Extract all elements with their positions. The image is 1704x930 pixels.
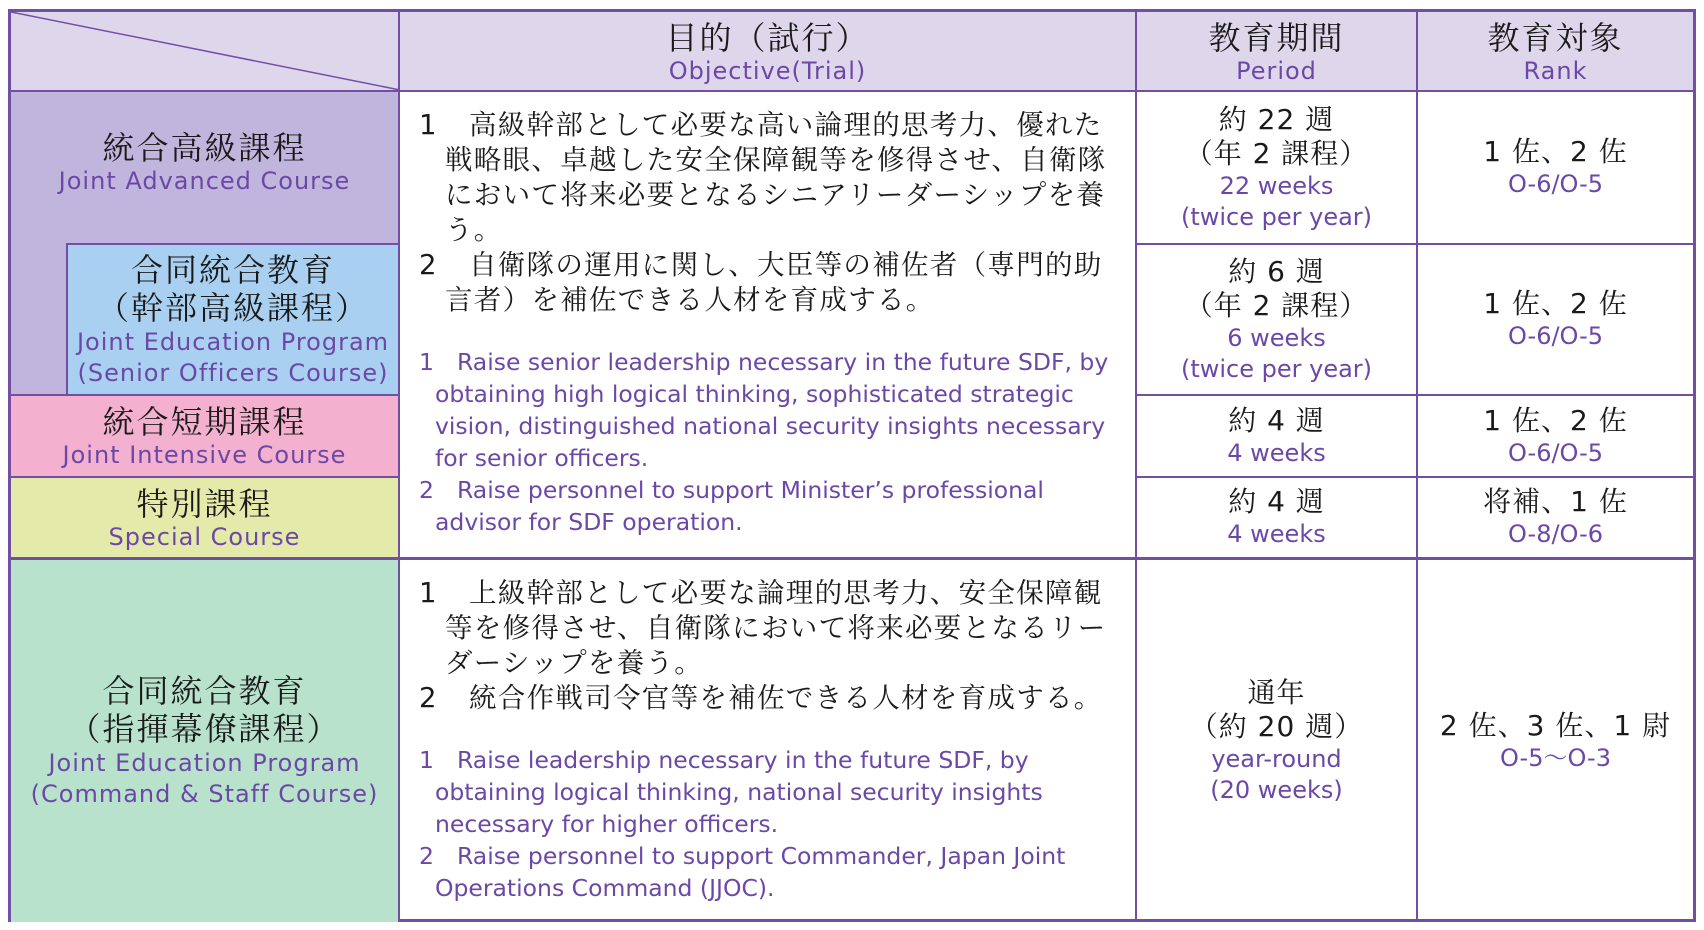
period-special-en1: 4 weeks [1227,520,1326,548]
rank-senior-jp: 1 佐、2 佐 [1483,287,1628,320]
objective-lower-en1: 1 Raise leadership necessary in the future SDF, by obtaining logical thinking, national security insights necessary for higher officers. [419,746,1043,838]
period-command-jp1: 通年 [1247,676,1306,709]
course-command [11,560,398,922]
course-intensive-jp: 統合短期課程 [102,403,307,441]
objective-upper [419,108,1127,538]
rank-senior-en: O-6/O-5 [1507,322,1604,350]
objective-lower-jp2: 2 統合作戦司令官等を補佐できる人材を育成する。 [419,682,1103,714]
period-senior-jp2: （年 2 課程） [1184,288,1369,322]
period-senior [1137,245,1416,394]
rank-advanced [1418,92,1693,243]
period-senior-en1: 6 weeks [1227,323,1326,352]
header-period [1137,14,1416,90]
objective-lower-en2: 2 Raise personnel to support Commander, Japan Joint Operations Command (JJOC). [419,842,1066,902]
period-special [1137,478,1416,557]
corner-diagonal [11,12,400,90]
course-senior-en2: (Senior Officers Course) [77,358,389,387]
header-period-jp: 教育期間 [1208,19,1345,57]
rank-special [1418,478,1693,557]
course-senior-en1: Joint Education Program [76,327,390,356]
period-advanced-en1: 22 weeks [1219,171,1334,200]
rank-advanced-jp: 1 佐、2 佐 [1483,135,1628,168]
header-objective-jp: 目的（試行） [665,19,870,57]
period-command-jp2: （約 20 週） [1189,710,1364,743]
rank-command [1418,560,1693,922]
course-intensive [11,396,398,476]
rank-special-jp: 将補、1 佐 [1483,485,1628,518]
course-senior-jp2: （幹部高級課程） [96,288,369,327]
course-advanced-jp: 統合高級課程 [102,129,307,167]
period-senior-en2: (twice per year) [1180,354,1373,383]
course-advanced [11,122,398,202]
period-advanced-en2: (twice per year) [1180,202,1373,231]
course-special-en: Special Course [108,522,301,551]
header-objective [400,14,1135,90]
course-command-jp1: 合同統合教育 [102,672,307,710]
period-intensive-en1: 4 weeks [1227,438,1326,467]
course-special-jp: 特別課程 [136,484,273,523]
period-command [1137,560,1416,922]
rank-command-en: O-5～O-3 [1500,743,1611,772]
rank-advanced-en: O-6/O-5 [1507,170,1604,198]
objective-upper-en2: 2 Raise personnel to support Minister’s professional advisor for SDF operation. [419,476,1044,536]
rank-command-jp: 2 佐、3 佐、1 尉 [1439,708,1672,742]
course-special [11,478,398,557]
objective-lower-jp1: 1 上級幹部として必要な論理的思考力、安全保障観等を修得させ、自衛隊において将来必要となるリーダーシップを養う。 [419,577,1107,679]
course-advanced-en: Joint Advanced Course [58,167,351,195]
period-advanced-jp1: 約 22 週 [1218,102,1335,136]
header-period-en: Period [1236,57,1317,85]
rank-special-en: O-8/O-6 [1507,520,1604,548]
rank-senior [1418,245,1693,394]
objective-upper-jp1: 1 高級幹部として必要な高い論理的思考力、優れた戦略眼、卓越した安全保障観等を修得させ、自衛隊において将来必要となるシニアリーダーシップを養う。 [419,109,1107,246]
course-command-en1: Joint Education Program [48,749,361,777]
course-command-en2: (Command & Staff Course) [30,780,379,808]
period-special-jp1: 約 4 週 [1228,485,1325,518]
header-rank [1418,14,1693,90]
period-intensive [1137,396,1416,476]
period-intensive-jp1: 約 4 週 [1228,403,1325,437]
course-intensive-en: Joint Intensive Course [62,441,347,469]
col-line-1 [398,12,400,922]
rank-intensive-jp: 1 佐、2 佐 [1483,403,1628,437]
objective-upper-en1: 1 Raise senior leadership necessary in the future SDF, by obtaining high logical thinking, sophisticated strategic vision, distinguished national security insights necessary for senior officers. [419,348,1109,472]
course-senior [68,245,398,394]
period-senior-jp1: 約 6 週 [1228,254,1325,288]
header-objective-en: Objective(Trial) [668,57,867,85]
period-advanced [1137,92,1416,243]
course-table [8,9,1696,922]
header-rank-jp: 教育対象 [1487,19,1624,57]
objective-lower [419,576,1127,904]
course-command-jp2: （指揮幕僚課程） [68,710,341,748]
header-rank-en: Rank [1523,57,1588,85]
period-command-en1: year-round [1211,745,1342,773]
period-advanced-jp2: （年 2 課程） [1184,136,1369,170]
period-command-en2: (20 weeks) [1210,776,1343,804]
course-senior-jp1: 合同統合教育 [130,250,335,289]
rank-intensive [1418,396,1693,476]
rank-intensive-en: O-6/O-5 [1507,438,1604,467]
objective-upper-jp2: 2 自衛隊の運用に関し、大臣等の補佐者（専門的助言者）を補佐できる人材を育成する。 [419,249,1103,316]
